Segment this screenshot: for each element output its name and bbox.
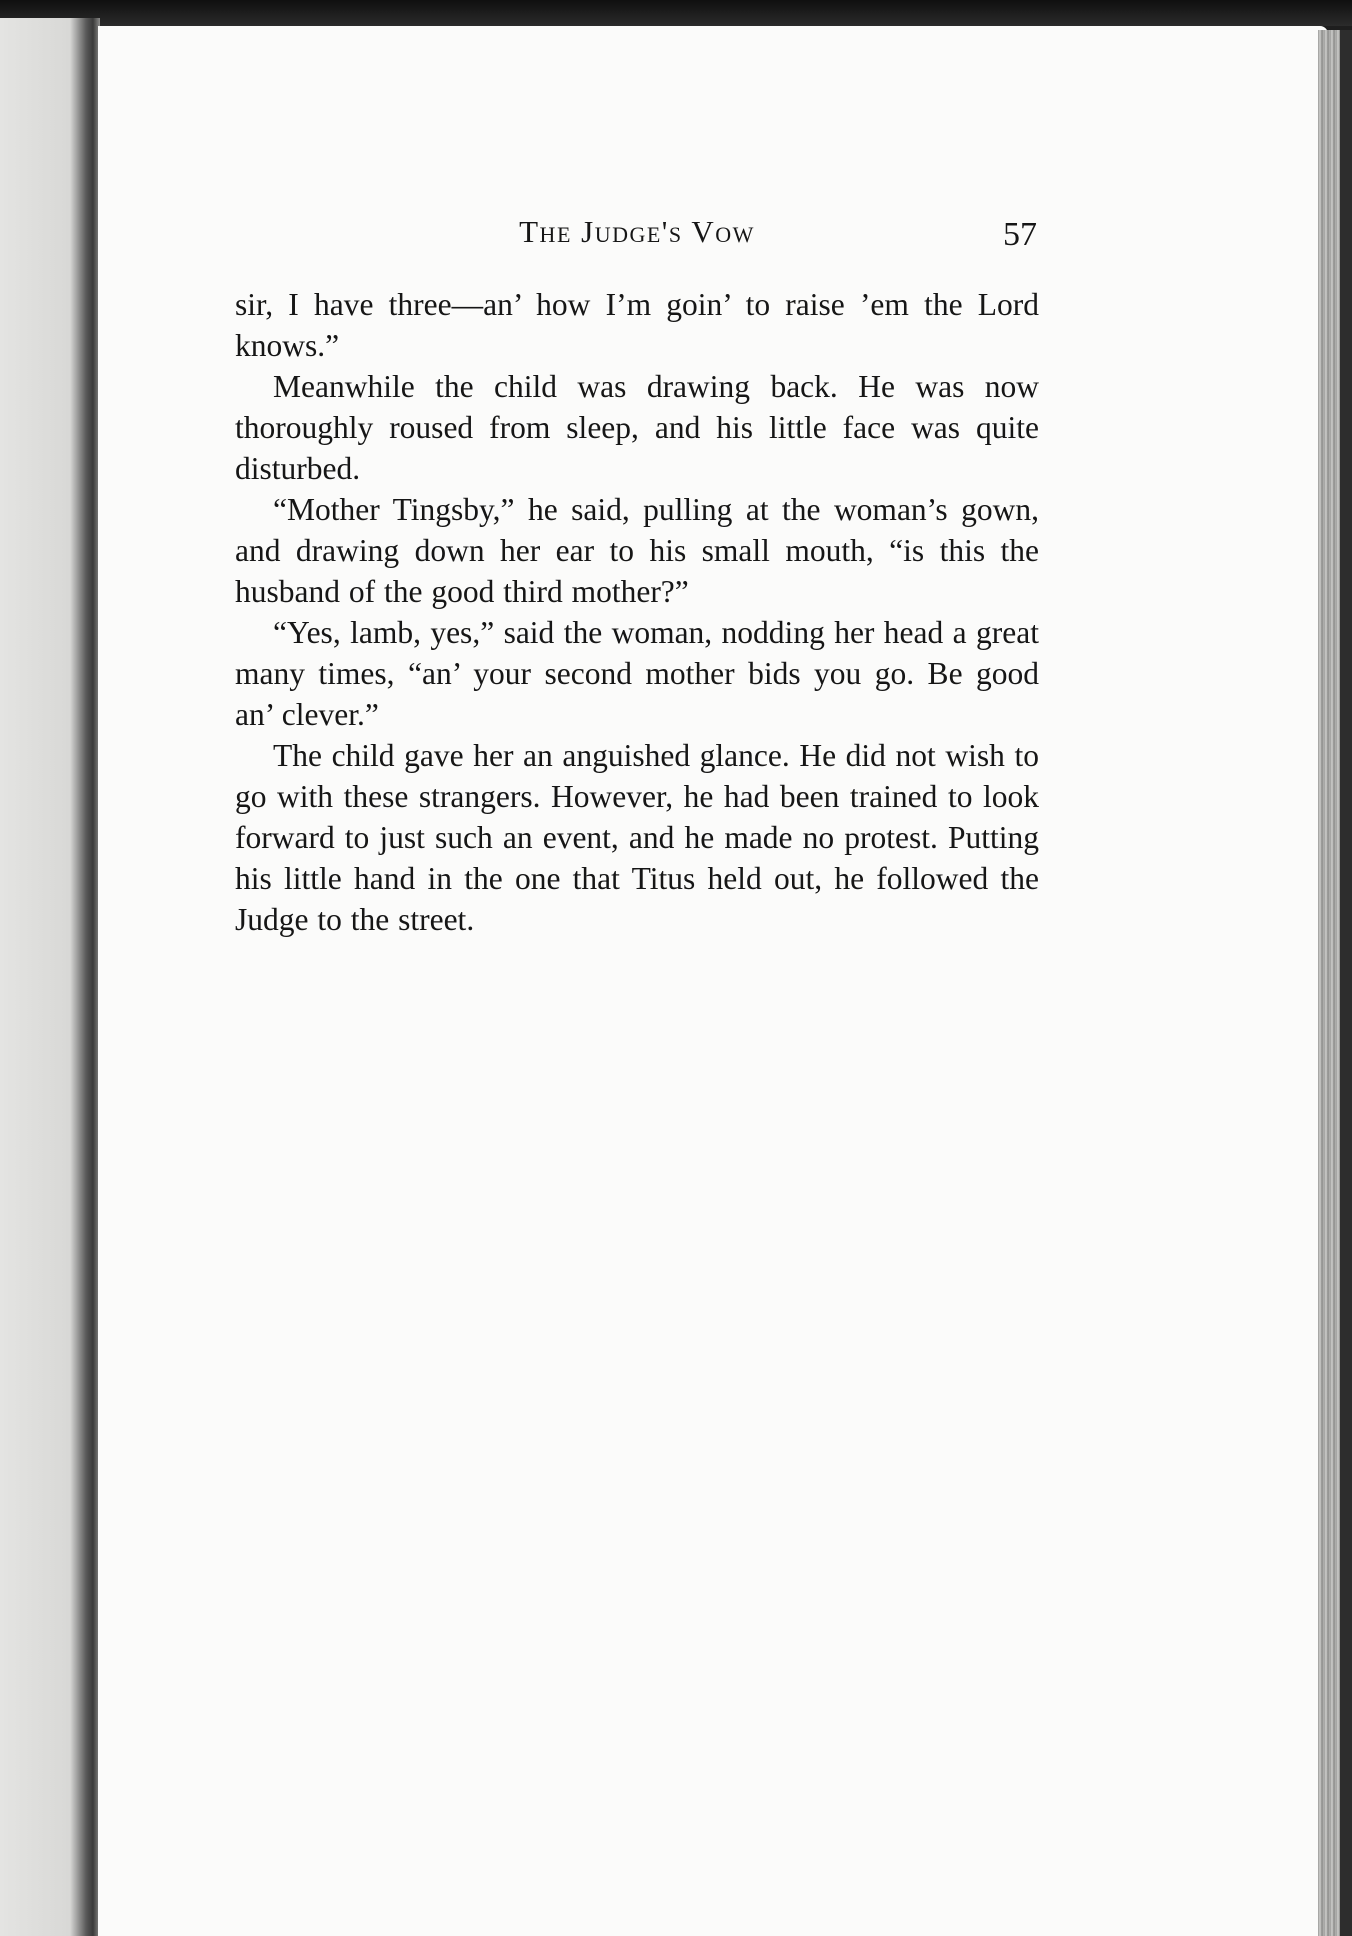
text-block [235,198,1039,940]
paragraph: “Yes, lamb, yes,” said the woman, nodding her head a great many times, “an’ your second mother bids you go. Be good an’ clever.” [235,615,1039,732]
paragraph: Meanwhile the child was drawing back. He was now thoroughly roused from sleep, and his little face was quite disturbed. [235,369,1039,486]
page-edges-shadow [1340,30,1352,1936]
running-title: The Judge's Vow [519,214,755,249]
book-binding-gutter [0,18,100,1936]
paragraph: sir, I have three—an’ how I’m goin’ to raise ’em the Lord knows.” [235,287,1039,363]
running-head [235,198,1039,258]
page-number: 57 [1003,216,1037,253]
scanner-top-edge [0,0,1352,26]
paragraph: “Mother Tingsby,” he said, pulling at the woman’s gown, and drawing down her ear to his small mouth, “is this the husband of the good third mother?” [235,492,1039,609]
paragraph: The child gave her an anguished glance. He did not wish to go with these strangers. However, he had been trained to look forward to just such an event, and he made no protest. Putting his little hand in the one that Titus held out, he followed the Judge to the street. [235,738,1039,937]
